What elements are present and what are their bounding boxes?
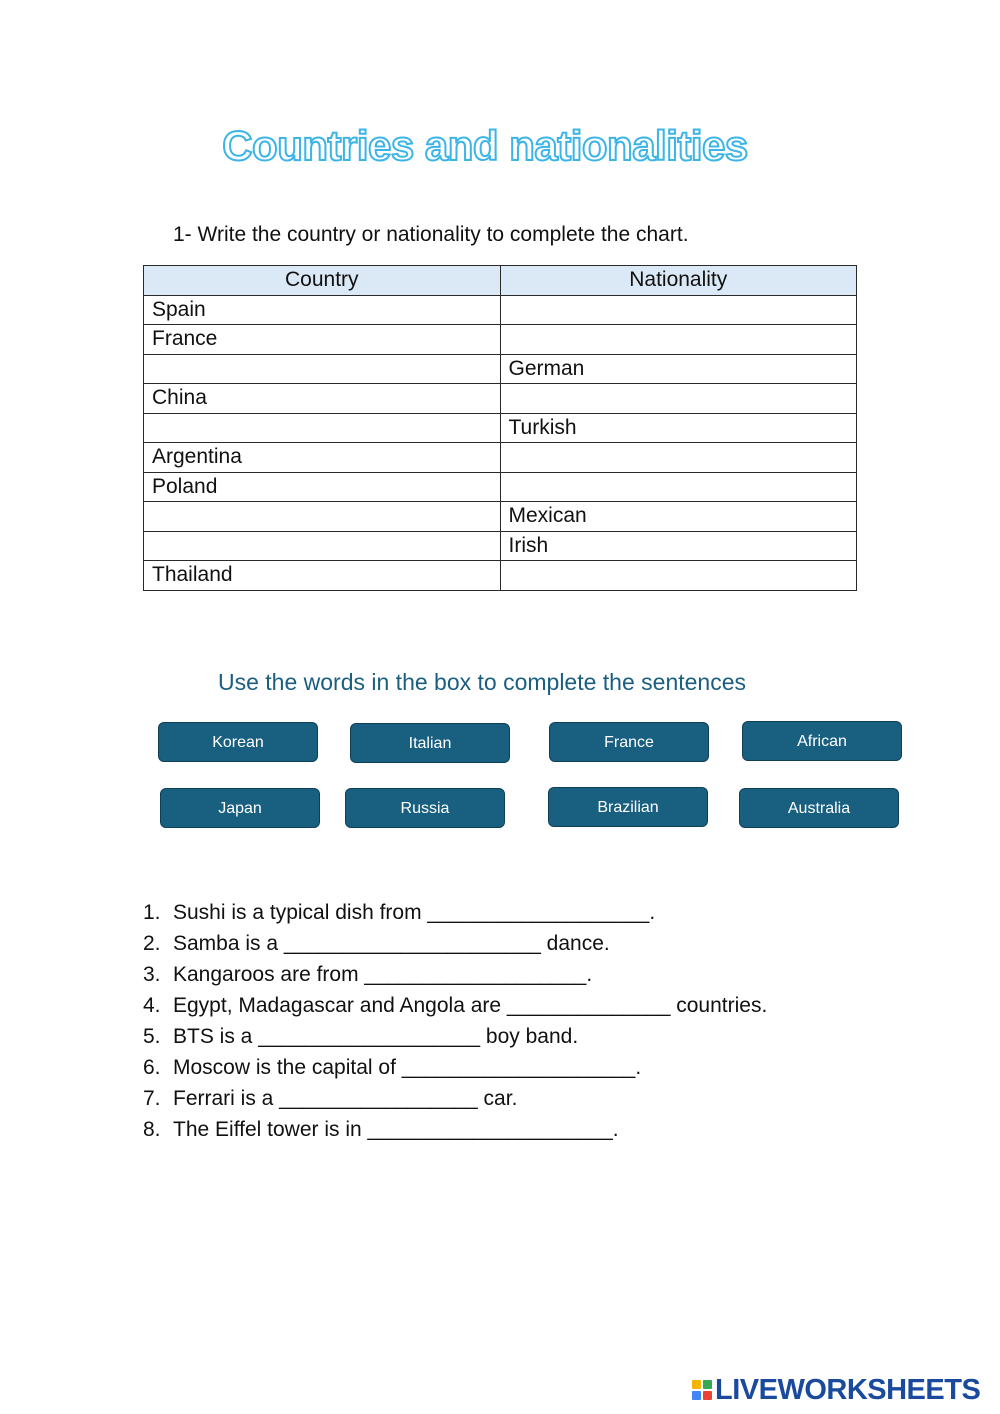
list-item (143, 1083, 767, 1114)
country-cell[interactable]: Thailand (144, 561, 501, 591)
word-chip-brazilian[interactable]: Brazilian (548, 787, 708, 827)
country-cell[interactable] (144, 413, 501, 443)
sentence-number: 4. (143, 994, 161, 1017)
list-item (143, 959, 767, 990)
word-box-instruction: Use the words in the box to complete the sentences (217, 669, 747, 695)
country-cell[interactable]: Poland (144, 472, 501, 502)
sentence-text[interactable]: BTS is a ___________________ boy band. (173, 1025, 579, 1048)
table-row (144, 325, 857, 355)
sentence-text[interactable]: Ferrari is a _________________ car. (173, 1087, 518, 1110)
country-cell[interactable] (144, 502, 501, 532)
nationality-cell[interactable] (500, 443, 857, 473)
nationality-cell[interactable]: Irish (500, 531, 857, 561)
list-item (143, 1114, 767, 1145)
table-row (144, 561, 857, 591)
nationality-cell[interactable] (500, 561, 857, 591)
page-title: Countries and nationalities (222, 122, 748, 169)
header-nationality: Nationality (500, 266, 857, 296)
sentence-text[interactable]: Samba is a ______________________ dance. (173, 932, 610, 955)
logo-square (703, 1380, 712, 1389)
sentence-number: 8. (143, 1118, 161, 1141)
table-row (144, 472, 857, 502)
word-chip-korean[interactable]: Korean (158, 722, 318, 762)
table-header-row (144, 266, 857, 296)
chart-instruction: 1- Write the country or nationality to complete the chart. (173, 223, 689, 246)
nationality-cell[interactable]: Mexican (500, 502, 857, 532)
nationality-cell[interactable] (500, 325, 857, 355)
sentence-list (143, 897, 767, 1145)
word-chip-african[interactable]: African (742, 721, 902, 761)
table-row (144, 443, 857, 473)
country-cell[interactable]: France (144, 325, 501, 355)
word-chip-russia[interactable]: Russia (345, 788, 505, 828)
sentence-number: 6. (143, 1056, 161, 1079)
nationality-cell[interactable] (500, 384, 857, 414)
country-cell[interactable]: China (144, 384, 501, 414)
logo-square (703, 1391, 712, 1400)
liveworksheets-icon (692, 1380, 712, 1400)
table-row (144, 295, 857, 325)
word-chip-italian[interactable]: Italian (350, 723, 510, 763)
nationality-cell[interactable] (500, 472, 857, 502)
list-item (143, 1021, 767, 1052)
word-chip-france[interactable]: France (549, 722, 709, 762)
list-item (143, 990, 767, 1021)
logo-text: LIVEWORKSHEETS (715, 1373, 981, 1406)
word-chip-japan[interactable]: Japan (160, 788, 320, 828)
logo-square (692, 1391, 701, 1400)
table-row (144, 384, 857, 414)
sentence-number: 3. (143, 963, 161, 986)
country-cell[interactable]: Spain (144, 295, 501, 325)
sentence-number: 5. (143, 1025, 161, 1048)
country-cell[interactable] (144, 354, 501, 384)
list-item (143, 928, 767, 959)
sentence-text[interactable]: Egypt, Madagascar and Angola are ______________ countries. (173, 994, 768, 1017)
table-row (144, 502, 857, 532)
country-cell[interactable] (144, 531, 501, 561)
logo-square (692, 1380, 701, 1389)
table-row (144, 413, 857, 443)
list-item (143, 1052, 767, 1083)
list-item (143, 897, 767, 928)
sentence-number: 7. (143, 1087, 161, 1110)
nationality-cell[interactable] (500, 295, 857, 325)
table-row (144, 354, 857, 384)
nationality-cell[interactable]: Turkish (500, 413, 857, 443)
liveworksheets-logo[interactable] (692, 1375, 980, 1405)
sentence-text[interactable]: The Eiffel tower is in _____________________. (173, 1118, 619, 1141)
country-cell[interactable]: Argentina (144, 443, 501, 473)
nationality-cell[interactable]: German (500, 354, 857, 384)
sentence-text[interactable]: Moscow is the capital of ____________________. (173, 1056, 642, 1079)
header-country: Country (144, 266, 501, 296)
country-nationality-table (143, 265, 857, 591)
sentence-number: 2. (143, 932, 161, 955)
sentence-number: 1. (143, 901, 161, 924)
sentence-text[interactable]: Sushi is a typical dish from ___________________. (173, 901, 656, 924)
table-row (144, 531, 857, 561)
word-chip-australia[interactable]: Australia (739, 788, 899, 828)
sentence-text[interactable]: Kangaroos are from ___________________. (173, 963, 593, 986)
